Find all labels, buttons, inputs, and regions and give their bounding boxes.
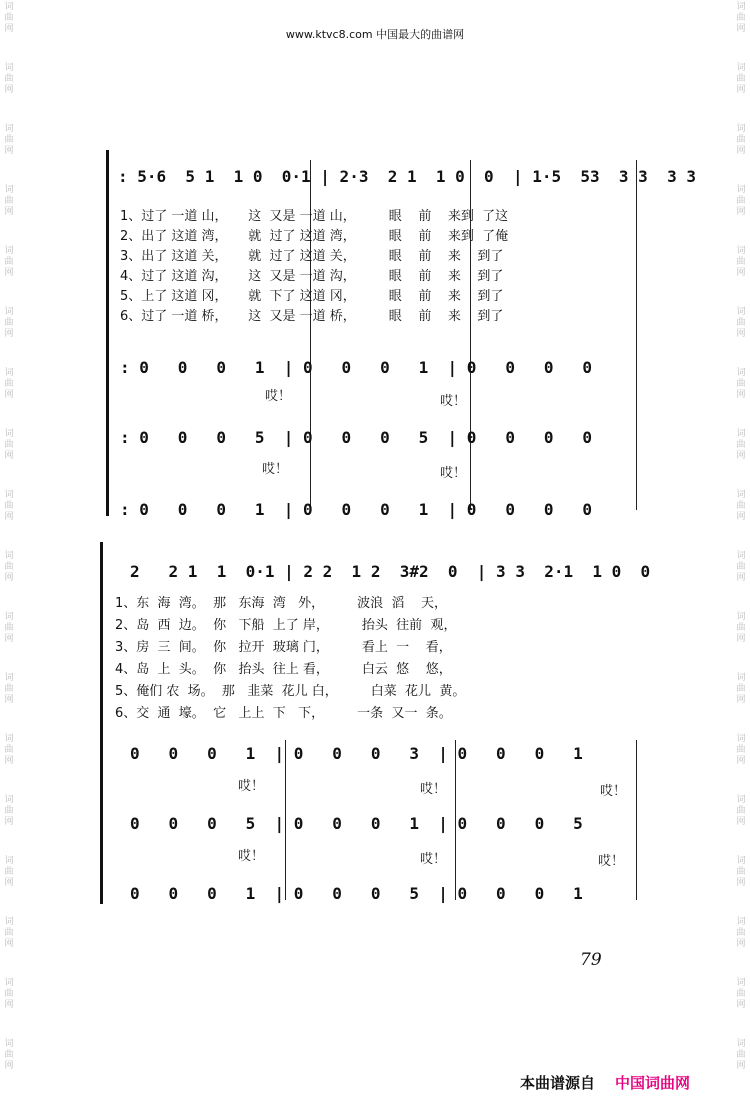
verse-line: 5、上了 这道 冈， 就 下了 这道 冈， 眼 前 来 到了 [120, 289, 504, 304]
watermark-glyph: 词 曲 网 [4, 2, 14, 34]
melody-line: : 5·6 5 1 1 0 0·1 | 2·3 2 1 1 0 0 | 1·5 53 3 3 3 3 [118, 167, 696, 186]
watermark-glyph: 词 曲 网 [4, 1039, 14, 1071]
verse-line: 4、过了 这道 沟， 这 又是 一道 沟， 眼 前 来 到了 [120, 269, 504, 284]
accompaniment-part: : 0 0 0 5 | 0 0 0 5 | 0 0 0 0 [120, 428, 593, 447]
system-2-brace [100, 542, 103, 904]
accompaniment-part: 0 0 0 1 | 0 0 0 3 | 0 0 0 1 [130, 744, 583, 763]
accompaniment-part: 0 0 0 1 | 0 0 0 5 | 0 0 0 1 [130, 884, 583, 903]
footer-site-link[interactable]: 中国词曲网 [615, 1074, 691, 1092]
watermark-glyph: 词 曲 网 [4, 63, 14, 95]
footer [520, 1072, 690, 1093]
watermark-glyph: 词 曲 网 [736, 124, 746, 156]
verse-line: 6、交 通 壕。 它 上上 下 下， 一条 又一 条。 [115, 706, 452, 721]
interjection: 哎！ [420, 852, 447, 867]
page-number: 79 [580, 950, 602, 970]
verse-line: 3、房 三 间。 你 拉开 玻璃 门， 看上 一 看， [115, 640, 452, 655]
interjection: 哎！ [598, 854, 625, 869]
watermark-glyph: 词 曲 网 [736, 307, 746, 339]
watermark-glyph: 词 曲 网 [4, 307, 14, 339]
watermark-glyph: 词 曲 网 [4, 856, 14, 888]
verse-line: 3、出了 这道 关， 就 过了 这道 关， 眼 前 来 到了 [120, 249, 504, 264]
system-2-bar [636, 740, 637, 900]
interjection: 哎！ [440, 466, 467, 481]
watermark-glyph: 词 曲 网 [4, 368, 14, 400]
interjection: 哎！ [440, 394, 467, 409]
interjection: 哎！ [420, 782, 447, 797]
watermark-glyph: 词 曲 网 [736, 612, 746, 644]
accompaniment-part: 0 0 0 5 | 0 0 0 1 | 0 0 0 5 [130, 814, 583, 833]
interjection: 哎！ [265, 389, 292, 404]
watermark-glyph: 词 曲 网 [736, 1039, 746, 1071]
left-watermark-strip [0, 0, 18, 1119]
watermark-glyph: 词 曲 网 [736, 63, 746, 95]
verse-line: 2、出了 这道 湾， 就 过了 这道 湾， 眼 前 来到 了俺 [120, 229, 509, 244]
watermark-glyph: 词 曲 网 [4, 734, 14, 766]
watermark-glyph: 词 曲 网 [736, 246, 746, 278]
watermark-glyph: 词 曲 网 [4, 490, 14, 522]
watermark-glyph: 词 曲 网 [736, 368, 746, 400]
watermark-glyph: 词 曲 网 [4, 429, 14, 461]
site-header: www.ktvc8.com 中国最大的曲谱网 [285, 28, 465, 41]
system-1-brace [106, 150, 109, 516]
watermark-glyph: 词 曲 网 [736, 795, 746, 827]
interjection: 哎！ [238, 779, 265, 794]
verse-line: 1、东 海 湾。 那 东海 湾 外， 波浪 滔 天， [115, 596, 447, 611]
watermark-glyph: 词 曲 网 [4, 551, 14, 583]
watermark-glyph: 词 曲 网 [736, 734, 746, 766]
right-watermark-strip [732, 0, 750, 1119]
watermark-glyph: 词 曲 网 [736, 673, 746, 705]
watermark-glyph: 词 曲 网 [4, 795, 14, 827]
accompaniment-part: : 0 0 0 1 | 0 0 0 1 | 0 0 0 0 [120, 358, 593, 377]
watermark-glyph: 词 曲 网 [4, 246, 14, 278]
watermark-glyph: 词 曲 网 [4, 124, 14, 156]
accompaniment-part: : 0 0 0 1 | 0 0 0 1 | 0 0 0 0 [120, 500, 593, 519]
footer-source-label: 本曲谱源自 [520, 1074, 596, 1092]
watermark-glyph: 词 曲 网 [736, 978, 746, 1010]
verse-line: 5、俺们 农 场。 那 韭菜 花儿 白， 白菜 花儿 黄。 [115, 684, 466, 699]
melody-line: 2 2 1 1 0·1 | 2 2 1 2 3#2 0 | 3 3 2·1 1 0 0 [130, 562, 651, 581]
interjection: 哎！ [262, 462, 289, 477]
watermark-glyph: 词 曲 网 [736, 551, 746, 583]
watermark-glyph: 词 曲 网 [736, 490, 746, 522]
verse-line: 6、过了 一道 桥， 这 又是 一道 桥， 眼 前 来 到了 [120, 309, 504, 324]
watermark-glyph: 词 曲 网 [4, 673, 14, 705]
watermark-glyph: 词 曲 网 [736, 2, 746, 34]
interjection: 哎！ [238, 849, 265, 864]
verse-line: 1、过了 一道 山， 这 又是 一道 山， 眼 前 来到 了这 [120, 209, 509, 224]
watermark-glyph: 词 曲 网 [4, 185, 14, 217]
watermark-glyph: 词 曲 网 [4, 917, 14, 949]
watermark-glyph: 词 曲 网 [736, 917, 746, 949]
system-1-bar [636, 160, 637, 510]
watermark-glyph: 词 曲 网 [736, 185, 746, 217]
watermark-glyph: 词 曲 网 [736, 429, 746, 461]
verse-line: 4、岛 上 头。 你 抬头 往上 看， 白云 悠 悠， [115, 662, 452, 677]
watermark-glyph: 词 曲 网 [736, 856, 746, 888]
verse-line: 2、岛 西 边。 你 下船 上了 岸， 抬头 往前 观， [115, 618, 457, 633]
watermark-glyph: 词 曲 网 [4, 978, 14, 1010]
interjection: 哎！ [600, 784, 627, 799]
watermark-glyph: 词 曲 网 [4, 612, 14, 644]
